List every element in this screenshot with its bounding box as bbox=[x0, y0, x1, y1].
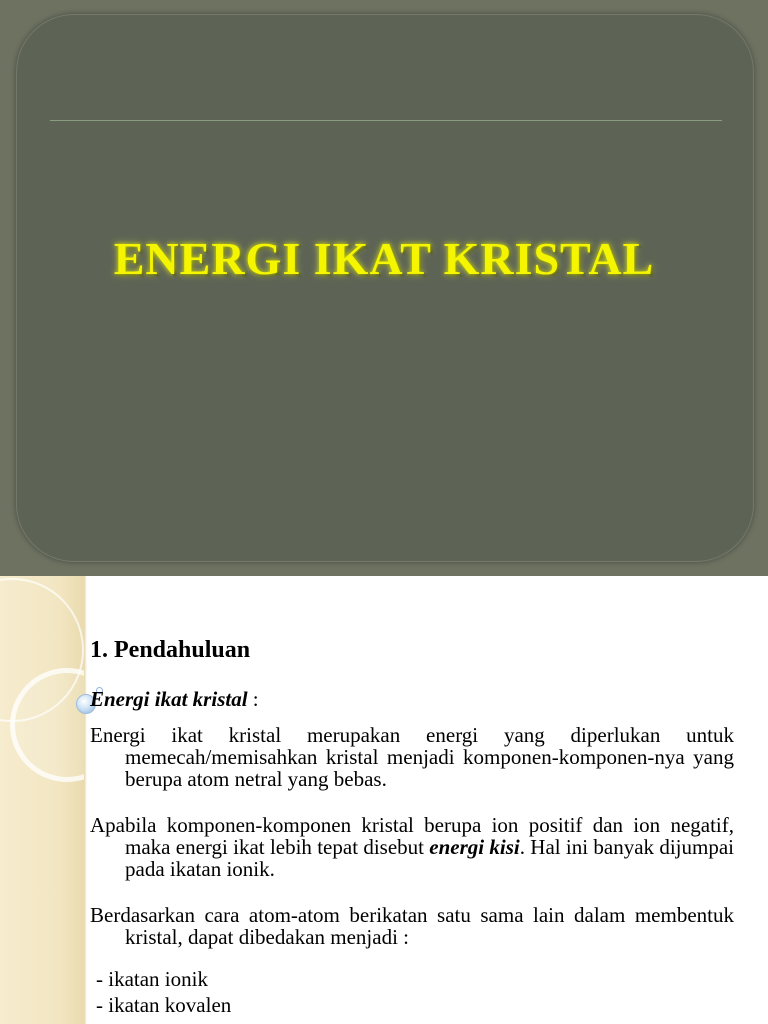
slide-title: ENERGI IKAT KRISTAL bbox=[113, 233, 655, 284]
paragraph-lattice-energy-end: . Hal ini banyak dijumpai pada ikatan ionik. bbox=[125, 835, 734, 881]
slide-content bbox=[90, 636, 734, 1018]
content-slide bbox=[0, 576, 768, 1024]
list-item: - ikatan ionik bbox=[96, 967, 208, 991]
definition-term-colon: : bbox=[247, 687, 259, 711]
list-item: - ikatan kovalen bbox=[96, 993, 232, 1017]
strip-edge bbox=[84, 576, 87, 1024]
section-heading: 1. Pendahuluan bbox=[90, 637, 251, 663]
paragraph-lattice-energy bbox=[90, 814, 734, 880]
title-slide-panel bbox=[16, 14, 754, 562]
paragraph-definition: Energi ikat kristal merupakan energi yang diperlukan untuk memecah/memisahkan kristal menjadi komponen-komponen-nya yang berupa atom netral yang bebas. bbox=[90, 723, 734, 791]
definition-term bbox=[90, 686, 734, 712]
title-divider-line bbox=[50, 120, 722, 121]
definition-term-text: Energi ikat kristal bbox=[90, 687, 248, 711]
paragraph-lattice-energy-start: Apabila komponen-komponen kristal berupa ion positif dan ion negatif, maka energi ikat lebih tepat disebut bbox=[90, 813, 734, 859]
decorative-side-strip bbox=[0, 576, 84, 1024]
paragraph-bond-types: Berdasarkan cara atom-atom berikatan satu sama lain dalam membentuk kristal, dapat dibedakan menjadi : bbox=[90, 903, 734, 949]
emphasis-energi-kisi: energi kisi bbox=[429, 835, 520, 859]
bond-type-list bbox=[90, 966, 734, 1018]
